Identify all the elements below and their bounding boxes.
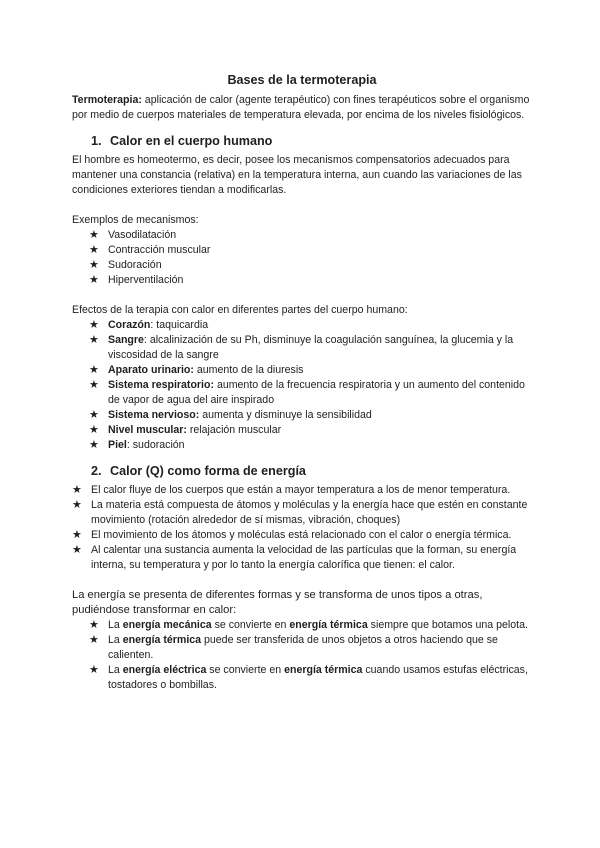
mechanisms-intro: Exemplos de mecanismos:: [72, 214, 199, 226]
star-bullet-icon: ★: [89, 409, 99, 421]
intro-term: Termoterapia:: [72, 94, 142, 106]
list-item: ★ Sudoración: [89, 259, 162, 271]
list-item: ★ Hiperventilación: [89, 274, 184, 286]
list-item: ★ Al calentar una sustancia aumenta la velocidad de las partículas que la forman, su energía interna, su temperatura y por lo tanto la energía calorífica que tienen: el calor.: [72, 544, 517, 571]
star-bullet-icon: ★: [89, 259, 99, 271]
star-bullet-icon: ★: [89, 274, 99, 286]
section-1-heading: [72, 133, 532, 150]
star-bullet-icon: ★: [72, 529, 82, 541]
list-item: ★ Sistema nervioso: aumenta y disminuye la sensibilidad: [89, 409, 372, 421]
energy-facts-list: [72, 483, 532, 573]
section-1-number: 1.: [91, 134, 102, 148]
star-bullet-icon: ★: [89, 379, 99, 391]
effects-intro: Efectos de la terapia con calor en diferentes partes del cuerpo humano:: [72, 304, 408, 316]
star-bullet-icon: ★: [89, 364, 99, 376]
list-item: ★ Sistema respiratorio: aumento de la frecuencia respiratoria y un aumento del contenido de vapor de agua del aire inspirado: [89, 379, 525, 406]
star-bullet-icon: ★: [72, 484, 82, 496]
list-item: ★ Piel: sudoración: [89, 439, 185, 451]
list-item: ★ El calor fluye de los cuerpos que están a mayor temperatura a los de menor temperatura.: [72, 484, 511, 496]
list-item: ★ Vasodilatación: [89, 229, 177, 241]
effects-list: [72, 318, 532, 453]
intro-text: aplicación de calor (agente terapéutico) con fines terapéuticos sobre el organismo por medio de cuerpos materiales de temperatura elevada, por encima de los niveles fisiológicos.: [72, 94, 530, 121]
star-bullet-icon: ★: [89, 619, 99, 631]
section-2-number: 2.: [91, 464, 102, 478]
star-bullet-icon: ★: [89, 424, 99, 436]
section-2-title: Calor (Q) como forma de energía: [110, 464, 306, 478]
star-bullet-icon: ★: [72, 499, 82, 511]
list-item: ★ El movimiento de los átomos y moléculas está relacionado con el calor o energía térmica.: [72, 529, 512, 541]
star-bullet-icon: ★: [72, 544, 82, 556]
list-item: ★ La materia está compuesta de átomos y moléculas y la energía hace que estén en constante movimiento (rotación alrededor de sí mismas, vibración, choques): [72, 499, 528, 526]
energy-transform-list: [72, 618, 532, 693]
star-bullet-icon: ★: [89, 244, 99, 256]
star-bullet-icon: ★: [89, 664, 99, 676]
star-bullet-icon: ★: [89, 229, 99, 241]
document-title: Bases de la termoterapia: [227, 73, 377, 87]
section-1-title: Calor en el cuerpo humano: [110, 134, 273, 148]
section-2-heading: [72, 463, 532, 480]
mechanisms-list: [72, 228, 532, 288]
intro-paragraph: [72, 93, 532, 123]
document-page: [72, 72, 532, 693]
star-bullet-icon: ★: [89, 319, 99, 331]
energy-intro: La energía se presenta de diferentes formas y se transforma de unos tipos a otras, pudiéndose transformar en calor:: [72, 589, 483, 616]
star-bullet-icon: ★: [89, 634, 99, 646]
list-item: ★ Sangre: alcalinización de su Ph, disminuye la coagulación sanguínea, la glucemia y la viscosidad de la sangre: [89, 334, 514, 361]
list-item: ★ La energía térmica puede ser transferida de unos objetos a otros haciendo que se calienten.: [89, 634, 498, 661]
list-item: ★ La energía eléctrica se convierte en energía térmica cuando usamos estufas eléctricas, tostadores o bombillas.: [89, 664, 528, 691]
list-item: ★ La energía mecánica se convierte en energía térmica siempre que botamos una pelota.: [89, 619, 528, 631]
star-bullet-icon: ★: [89, 334, 99, 346]
section-1-paragraph: El hombre es homeotermo, es decir, posee los mecanismos compensatorios adecuados para mantener una constancia (relativa) en la temperatura interna, aun cuando las variaciones de las condiciones exteriores tiendan a modificarlas.: [72, 154, 522, 196]
star-bullet-icon: ★: [89, 439, 99, 451]
list-item: ★ Corazón: taquicardia: [89, 319, 209, 331]
list-item: ★ Aparato urinario: aumento de la diuresis: [89, 364, 304, 376]
list-item: ★ Nivel muscular: relajación muscular: [89, 424, 282, 436]
list-item: ★ Contracción muscular: [89, 244, 211, 256]
